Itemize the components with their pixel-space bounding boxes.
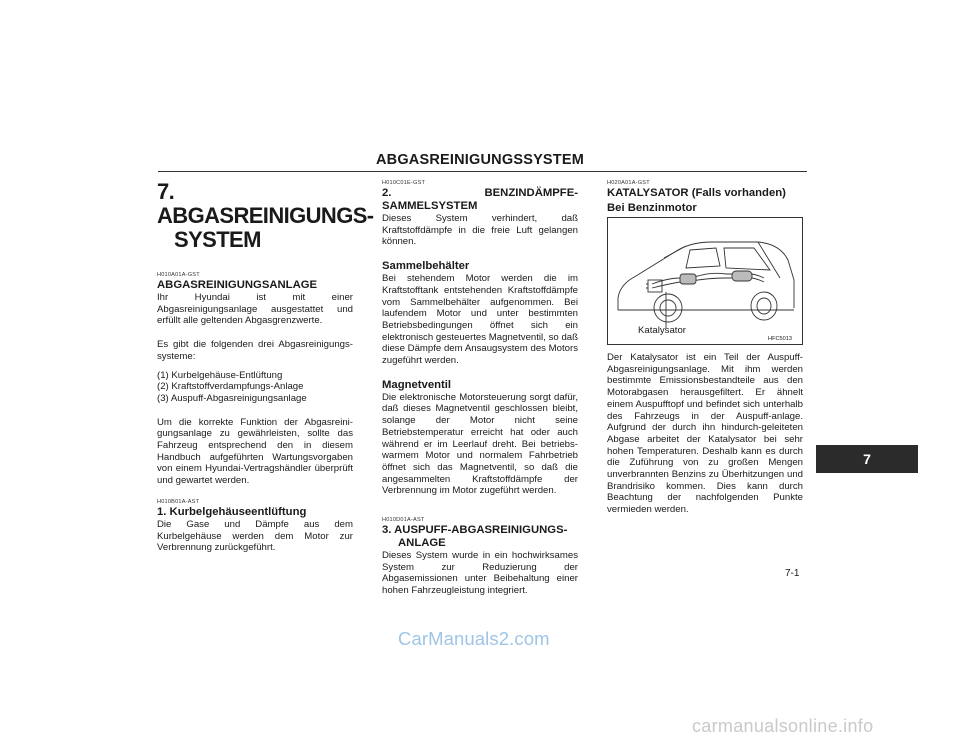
list-item: (1) Kurbelgehäuse-Entlüftung — [157, 369, 283, 381]
subsection-heading: Magnetventil — [382, 378, 452, 391]
chapter-number: 7. — [157, 179, 175, 204]
header-divider — [158, 171, 807, 172]
page-number: 7-1 — [785, 568, 800, 579]
section-text: Die elektronische Motorsteuerung sorgt dafür, daß dieses Magnetventil geschlossen bleibt, solange der Motor nicht seine Betriebstemperatur erreicht hat oder auch während er im Leerlauf dreht. Bei betriebs- warmem Motor und normalem Fahrbetrieb öffnet sich das Magnetventil, so daß die angesammelten Kraftstoffdämpfe der Verbrennung im Motor zugeführt werden. — [382, 391, 578, 497]
chapter-title-line2: SYSTEM — [174, 227, 261, 252]
section-heading: 3. AUSPUFF-ABGASREINIGUNGS- — [382, 524, 568, 537]
section-heading-cont: ANLAGE — [398, 537, 446, 550]
page-header-title: ABGASREINIGUNGSSYSTEM — [375, 152, 585, 168]
list-item: (2) Kraftstoffverdampfungs-Anlage — [157, 381, 304, 393]
chapter-title — [157, 179, 374, 252]
section-code: H010D01A-AST — [382, 517, 425, 524]
chapter-tab: 7 — [816, 445, 918, 473]
column-left — [157, 179, 374, 554]
section-text: Um die korrekte Funktion der Abgasreini- gungsanlage zu gewährleisten, sollte das Fahrzeug entsprechend den in diesem Handbuch aufgeführten Wartungsvorgaben von einem Hyundai-Vertragshändler überprüft und gewartet werden. — [157, 416, 353, 487]
figure-label: Katalysator — [638, 325, 686, 336]
section-heading: ABGASREINIGUNGSANLAGE — [157, 279, 318, 291]
section-heading-cont: Bei Benzinmotor — [607, 202, 697, 214]
section-code: H010A01A-GST — [157, 272, 200, 278]
watermark-link[interactable]: CarManuals2.com — [398, 628, 550, 649]
list-item: (3) Auspuff-Abgasreinigungsanlage — [157, 392, 307, 404]
section-text: Dieses System verhindert, daß Kraftstoffdämpfe in die freie Luft gelangen können. — [382, 213, 578, 248]
section-text: Bei stehendem Motor werden die im Kraftstofftank entstehenden Kraftstoffdämpfe vom Sammelbehälter aufgenommen. Bei laufendem Motor und unter bestimmten Betriebsbedingungen öffnet sich ein elektronisch gesteuertes Magnetventil, so daß diese Dämpfe dem Ansaugsystem des Motors zugeführt werden. — [382, 273, 578, 367]
section-heading: 2. BENZINDÄMPFE-SAMMELSYSTEM — [382, 187, 578, 212]
section-heading: 1. Kurbelgehäuseentlüftung — [157, 505, 307, 518]
section-intro: Es gibt die folgenden drei Abgasreinigungs- systeme: — [157, 339, 353, 362]
section-text: Ihr Hyundai ist mit einer Abgasreinigungsanlage ausgestattet und erfüllt alle geltenden Abgasgrenzwerte. — [157, 292, 353, 327]
section-code: H020A01A-GST — [607, 180, 650, 186]
catalytic-converter-figure — [607, 217, 803, 345]
column-right — [607, 180, 803, 516]
figure-code: HFC5013 — [768, 336, 792, 342]
site-footer-watermark: carmanualsonline.info — [692, 716, 874, 736]
section-text: Dieses System wurde in ein hochwirksames System zur Reduzierung der Abgasemissionen unter Beibehaltung einer hohen Fahrzeugleistung integriert. — [382, 550, 578, 597]
subsection-heading: Sammelbehälter — [382, 260, 470, 273]
section-code: H010C01E-GST — [382, 180, 426, 186]
section-code: H010B01A-AST — [157, 498, 200, 505]
section-heading: KATALYSATOR (Falls vorhanden) — [607, 187, 786, 199]
section-text: Der Katalysator ist ein Teil der Auspuff- Abgasreinigungsanlage. Mit ihm werden bestimmte Emissionsbestandteile aus den Motorabgasen herausgefiltert. Er ähnelt einem Auspufftopf und befindet sich unterhalb des Fahrzeugs in der Auspuff-anlage. Aufgrund der durch ihn hindurch-geleiteten Abgase arbeitet der Katalysator bei sehr hohen Temperaturen. Deshalb kann es durch die Zuführung von zu großen Mengen unverbrannten Benzins zu Überhitzungen und Brandrisiko kommen. Dies kann durch Beachtung der nachfolgenden Punkte vermieden werden. — [607, 352, 803, 516]
section-text: Die Gase und Dämpfe aus dem Kurbelgehäuse werden dem Motor zur Verbrennung zurückgeführt. — [157, 518, 353, 554]
chapter-title-line1: ABGASREINIGUNGS- — [157, 203, 374, 228]
column-middle — [382, 180, 578, 597]
